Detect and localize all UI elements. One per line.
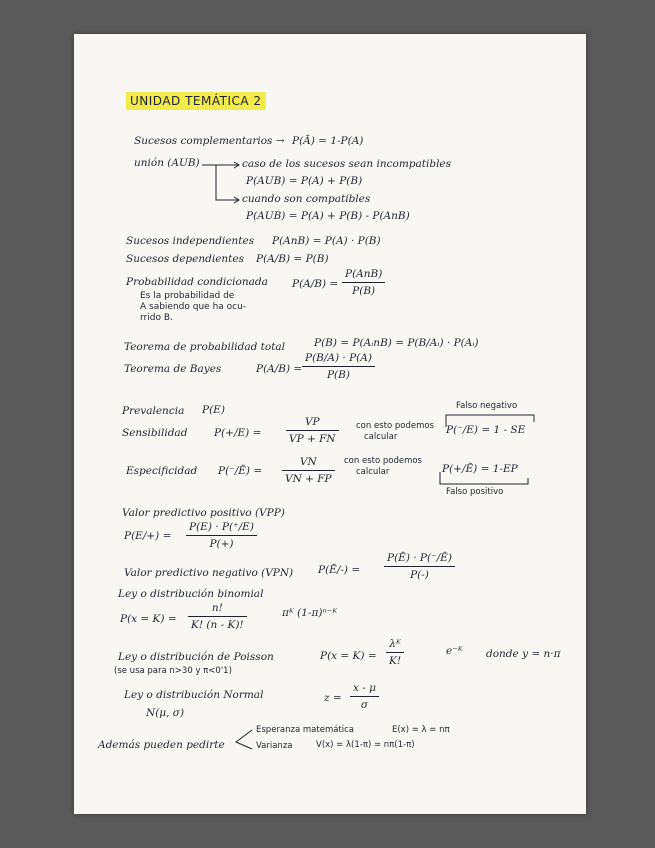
poisson-lhs: P(x = K) = — [320, 650, 377, 662]
vpp-lhs: P(E/+) = — [124, 530, 172, 542]
vpp-denominator: P(+) — [209, 538, 234, 550]
especificidad-note-2: calcular — [356, 467, 390, 477]
bayes-lhs: P(A/B) = — [256, 363, 303, 375]
especificidad-denominator: VN + FP — [285, 473, 332, 485]
binomial-denominator: K! (n - K)! — [191, 619, 244, 631]
falso-negativo-formula: P(⁻/E) = 1 - SE — [446, 424, 526, 436]
normal-params: N(μ, σ) — [146, 707, 185, 719]
condicionada-note-3: rrido B. — [140, 313, 173, 323]
complementarios-formula: P(Ā) = 1-P(A) — [292, 135, 364, 147]
vpp-numerator: P(E) · P(⁺/E) — [189, 521, 254, 533]
dependientes-label: Sucesos dependientes — [126, 253, 244, 265]
normal-denominator: σ — [360, 699, 369, 711]
especificidad-label: Especificidad — [126, 465, 198, 477]
union-case-incompatible: caso de los sucesos sean incompatibles — [242, 158, 452, 170]
esperanza-label: Esperanza matemática — [256, 725, 355, 735]
sensibilidad-lhs: P(+/E) = — [214, 427, 262, 439]
ademas-label: Además pueden pedirte — [98, 739, 225, 751]
sensibilidad-numerator: VP — [304, 416, 320, 428]
union-label: unión (AUB) — [134, 157, 200, 169]
union-formula-incompatible: P(AUB) = P(A) + P(B) — [246, 175, 363, 187]
ademas-bracket — [74, 34, 586, 774]
falso-negativo-label: Falso negativo — [456, 401, 518, 411]
total-formula: P(B) = P(AᵢnB) = P(B/Aᵢ) · P(Aᵢ) — [314, 337, 479, 349]
falso-positivo-label: Falso positivo — [446, 487, 504, 497]
varianza-formula: V(x) = λ(1-π) = nπ(1-π) — [316, 740, 415, 750]
page-title: UNIDAD TEMÁTICA 2 — [126, 92, 266, 110]
condicionada-label: Probabilidad condicionada — [126, 276, 268, 288]
vpn-denominator: P(-) — [410, 569, 429, 581]
poisson-denominator: K! — [389, 655, 402, 667]
condicionada-lhs: P(A/B) = — [292, 278, 339, 290]
binomial-label: Ley o distribución binomial — [118, 588, 264, 600]
normal-label: Ley o distribución Normal — [124, 689, 264, 701]
vpn-label: Valor predictivo negativo (VPN) — [124, 567, 294, 579]
binomial-lhs: P(x = K) = — [120, 613, 177, 625]
total-label: Teorema de probabilidad total — [124, 341, 286, 353]
independientes-formula: P(AnB) = P(A) · P(B) — [272, 235, 381, 247]
sensibilidad-denominator: VP + FN — [289, 433, 336, 445]
notebook-page — [74, 34, 586, 814]
independientes-label: Sucesos independientes — [126, 235, 255, 247]
sensibilidad-note-1: con esto podemos — [356, 421, 434, 431]
binomial-numerator: n! — [211, 602, 223, 614]
complementarios-label: Sucesos complementarios → — [134, 135, 285, 147]
dependientes-formula: P(A/B) = P(B) — [256, 253, 329, 265]
condicionada-numerator: P(AnB) — [345, 268, 383, 280]
prevalencia-label: Prevalencia — [122, 405, 185, 417]
vpn-numerator: P(Ē) · P(⁻/Ē) — [387, 552, 452, 564]
falso-positivo-formula: P(+/Ē) = 1-EP — [442, 463, 518, 475]
vpp-label: Valor predictivo positivo (VPP) — [122, 507, 285, 519]
especificidad-lhs: P(⁻/Ē) = — [218, 465, 263, 477]
vpn-lhs: P(Ē/-) = — [318, 564, 361, 576]
poisson-donde: donde y = n·π — [486, 648, 561, 660]
union-formula-compatible: P(AUB) = P(A) + P(B) - P(AnB) — [246, 210, 410, 222]
poisson-rhs: e⁻ᴷ — [446, 645, 463, 657]
normal-lhs: z = — [324, 692, 342, 704]
sensibilidad-label: Sensibilidad — [122, 427, 188, 439]
normal-numerator: x - μ — [353, 682, 376, 694]
poisson-label: Ley o distribución de Poisson — [118, 651, 274, 663]
condicionada-note-1: Es la probabilidad de — [140, 291, 235, 301]
poisson-numerator: λᴷ — [389, 638, 401, 650]
bayes-label: Teorema de Bayes — [124, 363, 222, 375]
bayes-denominator: P(B) — [326, 369, 350, 381]
especificidad-note-1: con esto podemos — [344, 456, 422, 466]
sensibilidad-note-2: calcular — [364, 432, 398, 442]
condicionada-denominator: P(B) — [352, 285, 376, 297]
varianza-label: Varianza — [256, 741, 293, 751]
union-case-compatible: cuando son compatibles — [242, 193, 371, 205]
esperanza-formula: E(x) = λ = nπ — [392, 725, 450, 735]
poisson-note: (se usa para n>30 y π<0'1) — [114, 666, 232, 676]
especificidad-numerator: VN — [299, 456, 317, 468]
condicionada-note-2: A sabiendo que ha ocu- — [140, 302, 247, 312]
prevalencia-formula: P(E) — [202, 404, 225, 416]
bayes-numerator: P(B/A) · P(A) — [305, 352, 372, 364]
binomial-rhs: πᴷ (1-π)ⁿ⁻ᴷ — [282, 607, 338, 619]
